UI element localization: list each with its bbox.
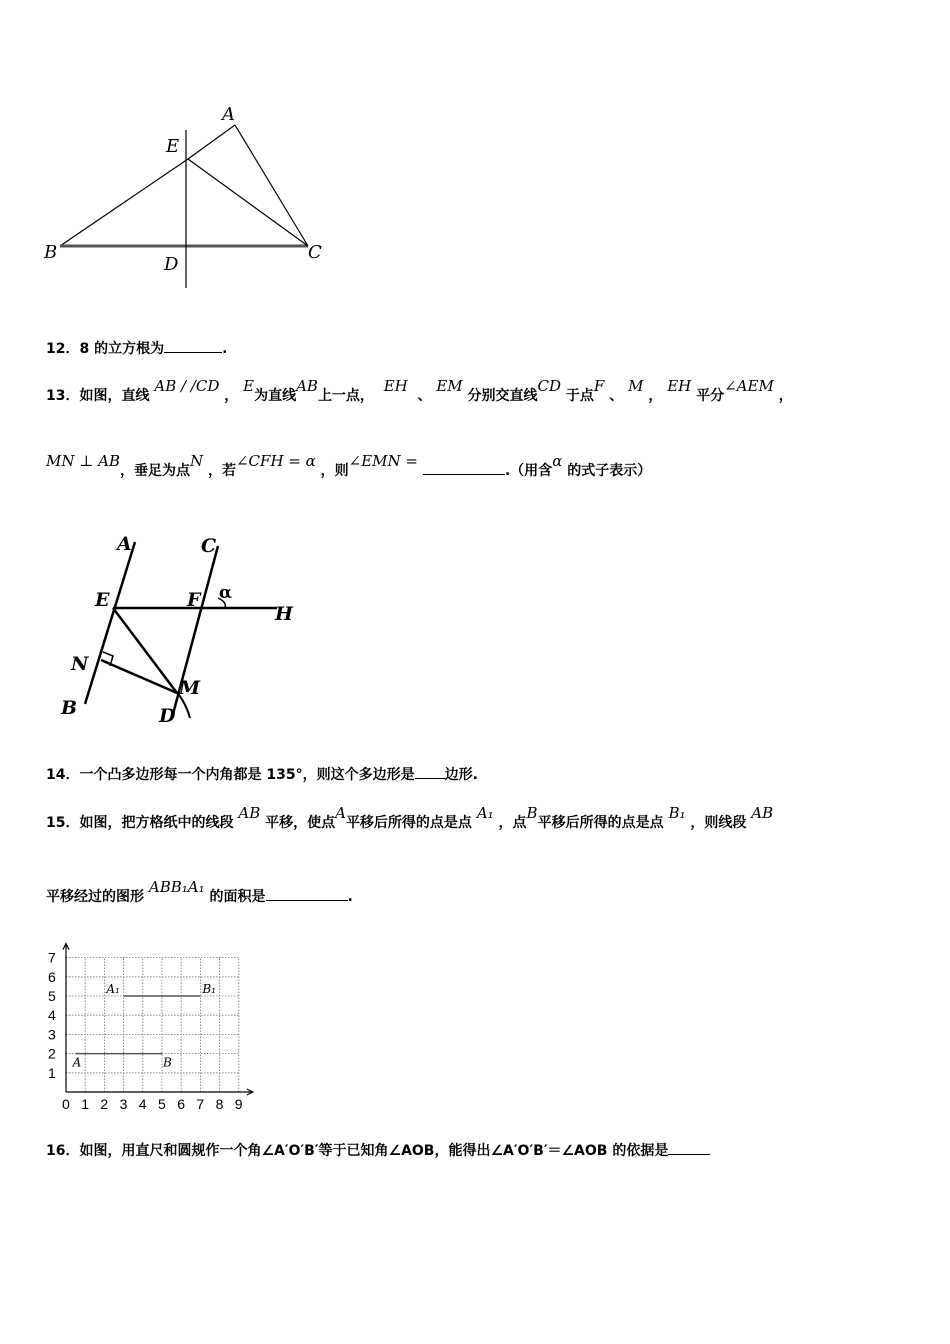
y-tick-label: 2 [48,1045,56,1062]
label-M: M [179,677,201,699]
answer-blank[interactable] [423,460,505,475]
label-C: C [201,535,217,557]
question-15-line-2: 平移经过的图形 ABB₁A₁ 的面积是 . [46,878,353,905]
question-number: 12． [46,341,80,357]
answer-blank[interactable] [415,764,445,779]
label-E: E [95,589,110,611]
question-text: 8 的立方根为 [79,341,165,357]
question-text: 一个凸多边形每一个内角都是 135°，则这个多边形是 [79,767,415,783]
label-N: N [71,653,89,675]
triangle-figure [40,100,340,295]
label-H: H [275,603,293,625]
parallel-lines-figure [55,528,315,728]
x-tick-label: 4 [138,1096,147,1112]
y-tick-label: 6 [48,968,56,985]
y-tick-label: 7 [48,949,56,966]
y-tick-label: 3 [48,1026,56,1043]
question-number: 16． [46,1143,80,1159]
line-AB [85,542,135,704]
grid-chart [44,940,264,1115]
answer-blank[interactable] [668,1140,710,1155]
point-label-B: B [163,1055,172,1070]
point-label-A1: A₁ [106,982,120,996]
label-C: C [308,242,322,263]
question-13-line-2: MN ⊥ AB，垂足为点N ，若∠CFH = α ，则∠EMN = .（用含α 的式子表示） [46,452,652,479]
question-14: 14．一个凸多边形每一个内角都是 135°，则这个多边形是 边形. [46,764,478,784]
y-tick-label: 5 [48,988,56,1004]
label-D: D [159,705,176,727]
x-tick-label: 2 [100,1096,109,1112]
label-E: E [166,136,180,157]
x-tick-label: 3 [119,1096,128,1112]
x-tick-label: 6 [177,1096,185,1112]
question-16 [46,1140,710,1160]
y-tick-label: 4 [48,1007,56,1024]
question-number: 15． [46,815,80,831]
question-number: 13． [46,388,80,404]
x-tick-label: 1 [81,1096,89,1112]
x-tick-label: 0 [62,1096,70,1112]
segment-EC [188,159,308,246]
label-alpha: α [219,583,233,603]
question-number: 14． [46,767,80,783]
segment-AC [235,125,308,246]
question-13: 13．如图，直线 AB / /CD ， E为直线AB上一点， EH 、 EM 分别交直线CD 于点F 、 M ， EH 平分∠AEM ， [46,377,793,404]
x-tick-label: 5 [158,1096,166,1112]
segment-BA [60,159,188,246]
question-12: 12．8 的立方根为 . [46,338,227,358]
label-B: B [61,697,78,719]
question-text: 如图，用直尺和圆规作一个角∠A′O′B′等于已知角∠AOB，能得出∠A′O′B′＝∠AOB 的依据是 [79,1143,669,1159]
math-ab-parallel-cd: AB / /CD [154,377,220,395]
question-15: 15．如图，把方格纸中的线段 AB 平移，使点A平移后所得的点是点 A₁ ，点B平移后所得的点是点 B₁ ，则线段 AB [46,804,774,831]
label-D: D [164,254,179,275]
answer-blank[interactable] [266,886,348,901]
x-tick-label: 8 [215,1096,224,1112]
point-label-A: A [72,1055,82,1070]
label-B: B [44,242,58,263]
label-A: A [222,104,235,125]
y-tick-label: 1 [48,1064,56,1081]
label-F: F [187,589,201,611]
answer-blank[interactable] [164,338,222,353]
x-tick-label: 9 [234,1096,243,1112]
label-A: A [117,533,132,555]
segment-EA [188,125,235,159]
point-label-B1: B₁ [202,982,216,996]
x-tick-label: 7 [196,1096,205,1112]
